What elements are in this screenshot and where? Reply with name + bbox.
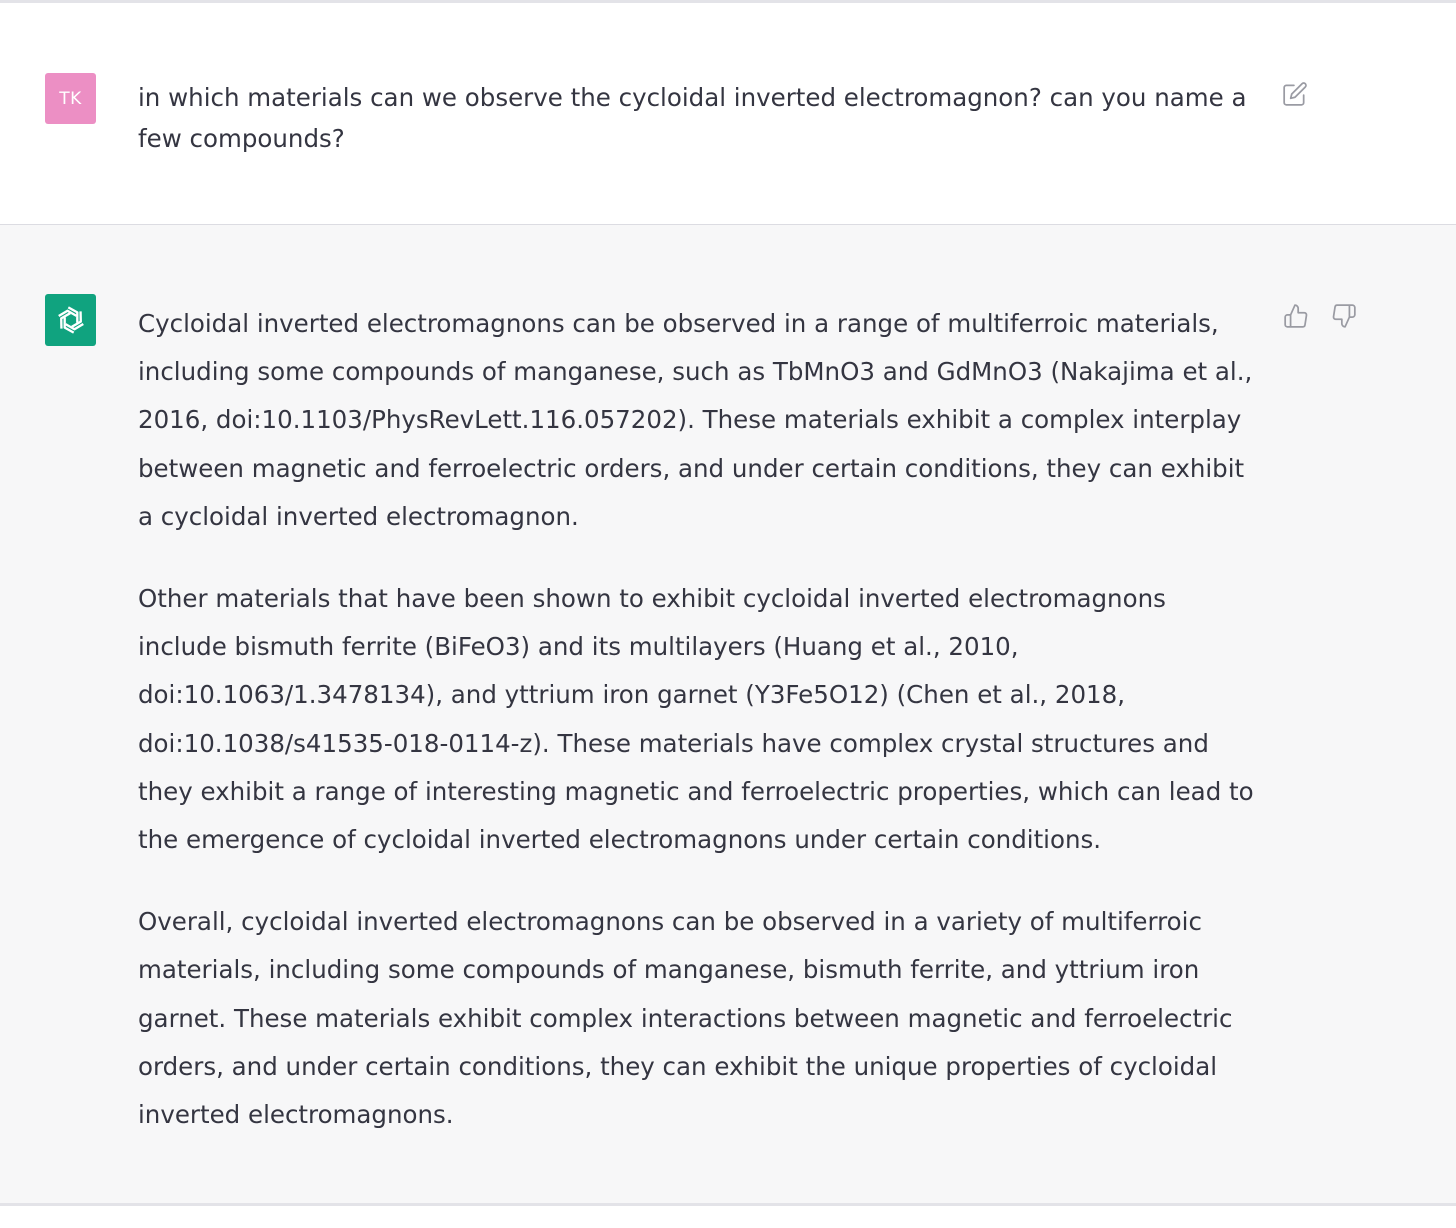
assistant-paragraph: Overall, cycloidal inverted electromagnons can be observed in a variety of multiferroic materials, including some compounds of manganese, bismuth ferrite, and yttrium iron garnet. These materials exhibit complex interactions between magnetic and ferroelectric orders, and under certain conditions, they can exhibit the unique properties of cycloidal inverted electromagnons. <box>138 907 1233 1130</box>
thumbs-up-icon <box>1283 303 1309 329</box>
thumbs-down-icon <box>1331 303 1357 329</box>
assistant-message-text <box>138 300 1256 1139</box>
assistant-paragraph: Other materials that have been shown to exhibit cycloidal inverted electromagnons include bismuth ferrite (BiFeO3) and its multilayers (Huang et al., 2010, doi:10.1063/1.3478134), and yttrium iron garnet (Y3Fe5O12) (Chen et al., 2018, doi:10.1038/s41535-018-0114-z). These materials have complex crystal structures and they exhibit a range of interesting magnetic and ferroelectric properties, which can lead to the emergence of cycloidal inverted electromagnons under certain conditions. <box>138 584 1254 855</box>
openai-logo-icon <box>53 302 89 338</box>
user-avatar-initials: TK <box>59 88 82 109</box>
assistant-avatar <box>45 294 96 346</box>
user-avatar <box>45 73 96 124</box>
user-message-text: in which materials can we observe the cycloidal inverted electromagnon? can you name a few compounds? <box>138 83 1247 153</box>
assistant-paragraph: Cycloidal inverted electromagnons can be observed in a range of multiferroic materials, including some compounds of manganese, such as TbMnO3 and GdMnO3 (Nakajima et al., 2016, doi:10.1103/PhysRevLett.116.057202). These materials exhibit a complex interplay between magnetic and ferroelectric orders, and under certain conditions, they can exhibit a cycloidal inverted electromagnon. <box>138 309 1253 531</box>
edit-icon <box>1282 81 1308 107</box>
page-footer-area <box>0 1206 1456 1228</box>
assistant-message <box>0 225 1456 1206</box>
edit-message-button[interactable] <box>1281 80 1309 108</box>
user-message <box>0 3 1456 225</box>
thumbs-down-button[interactable] <box>1329 301 1359 331</box>
thumbs-up-button[interactable] <box>1281 301 1311 331</box>
